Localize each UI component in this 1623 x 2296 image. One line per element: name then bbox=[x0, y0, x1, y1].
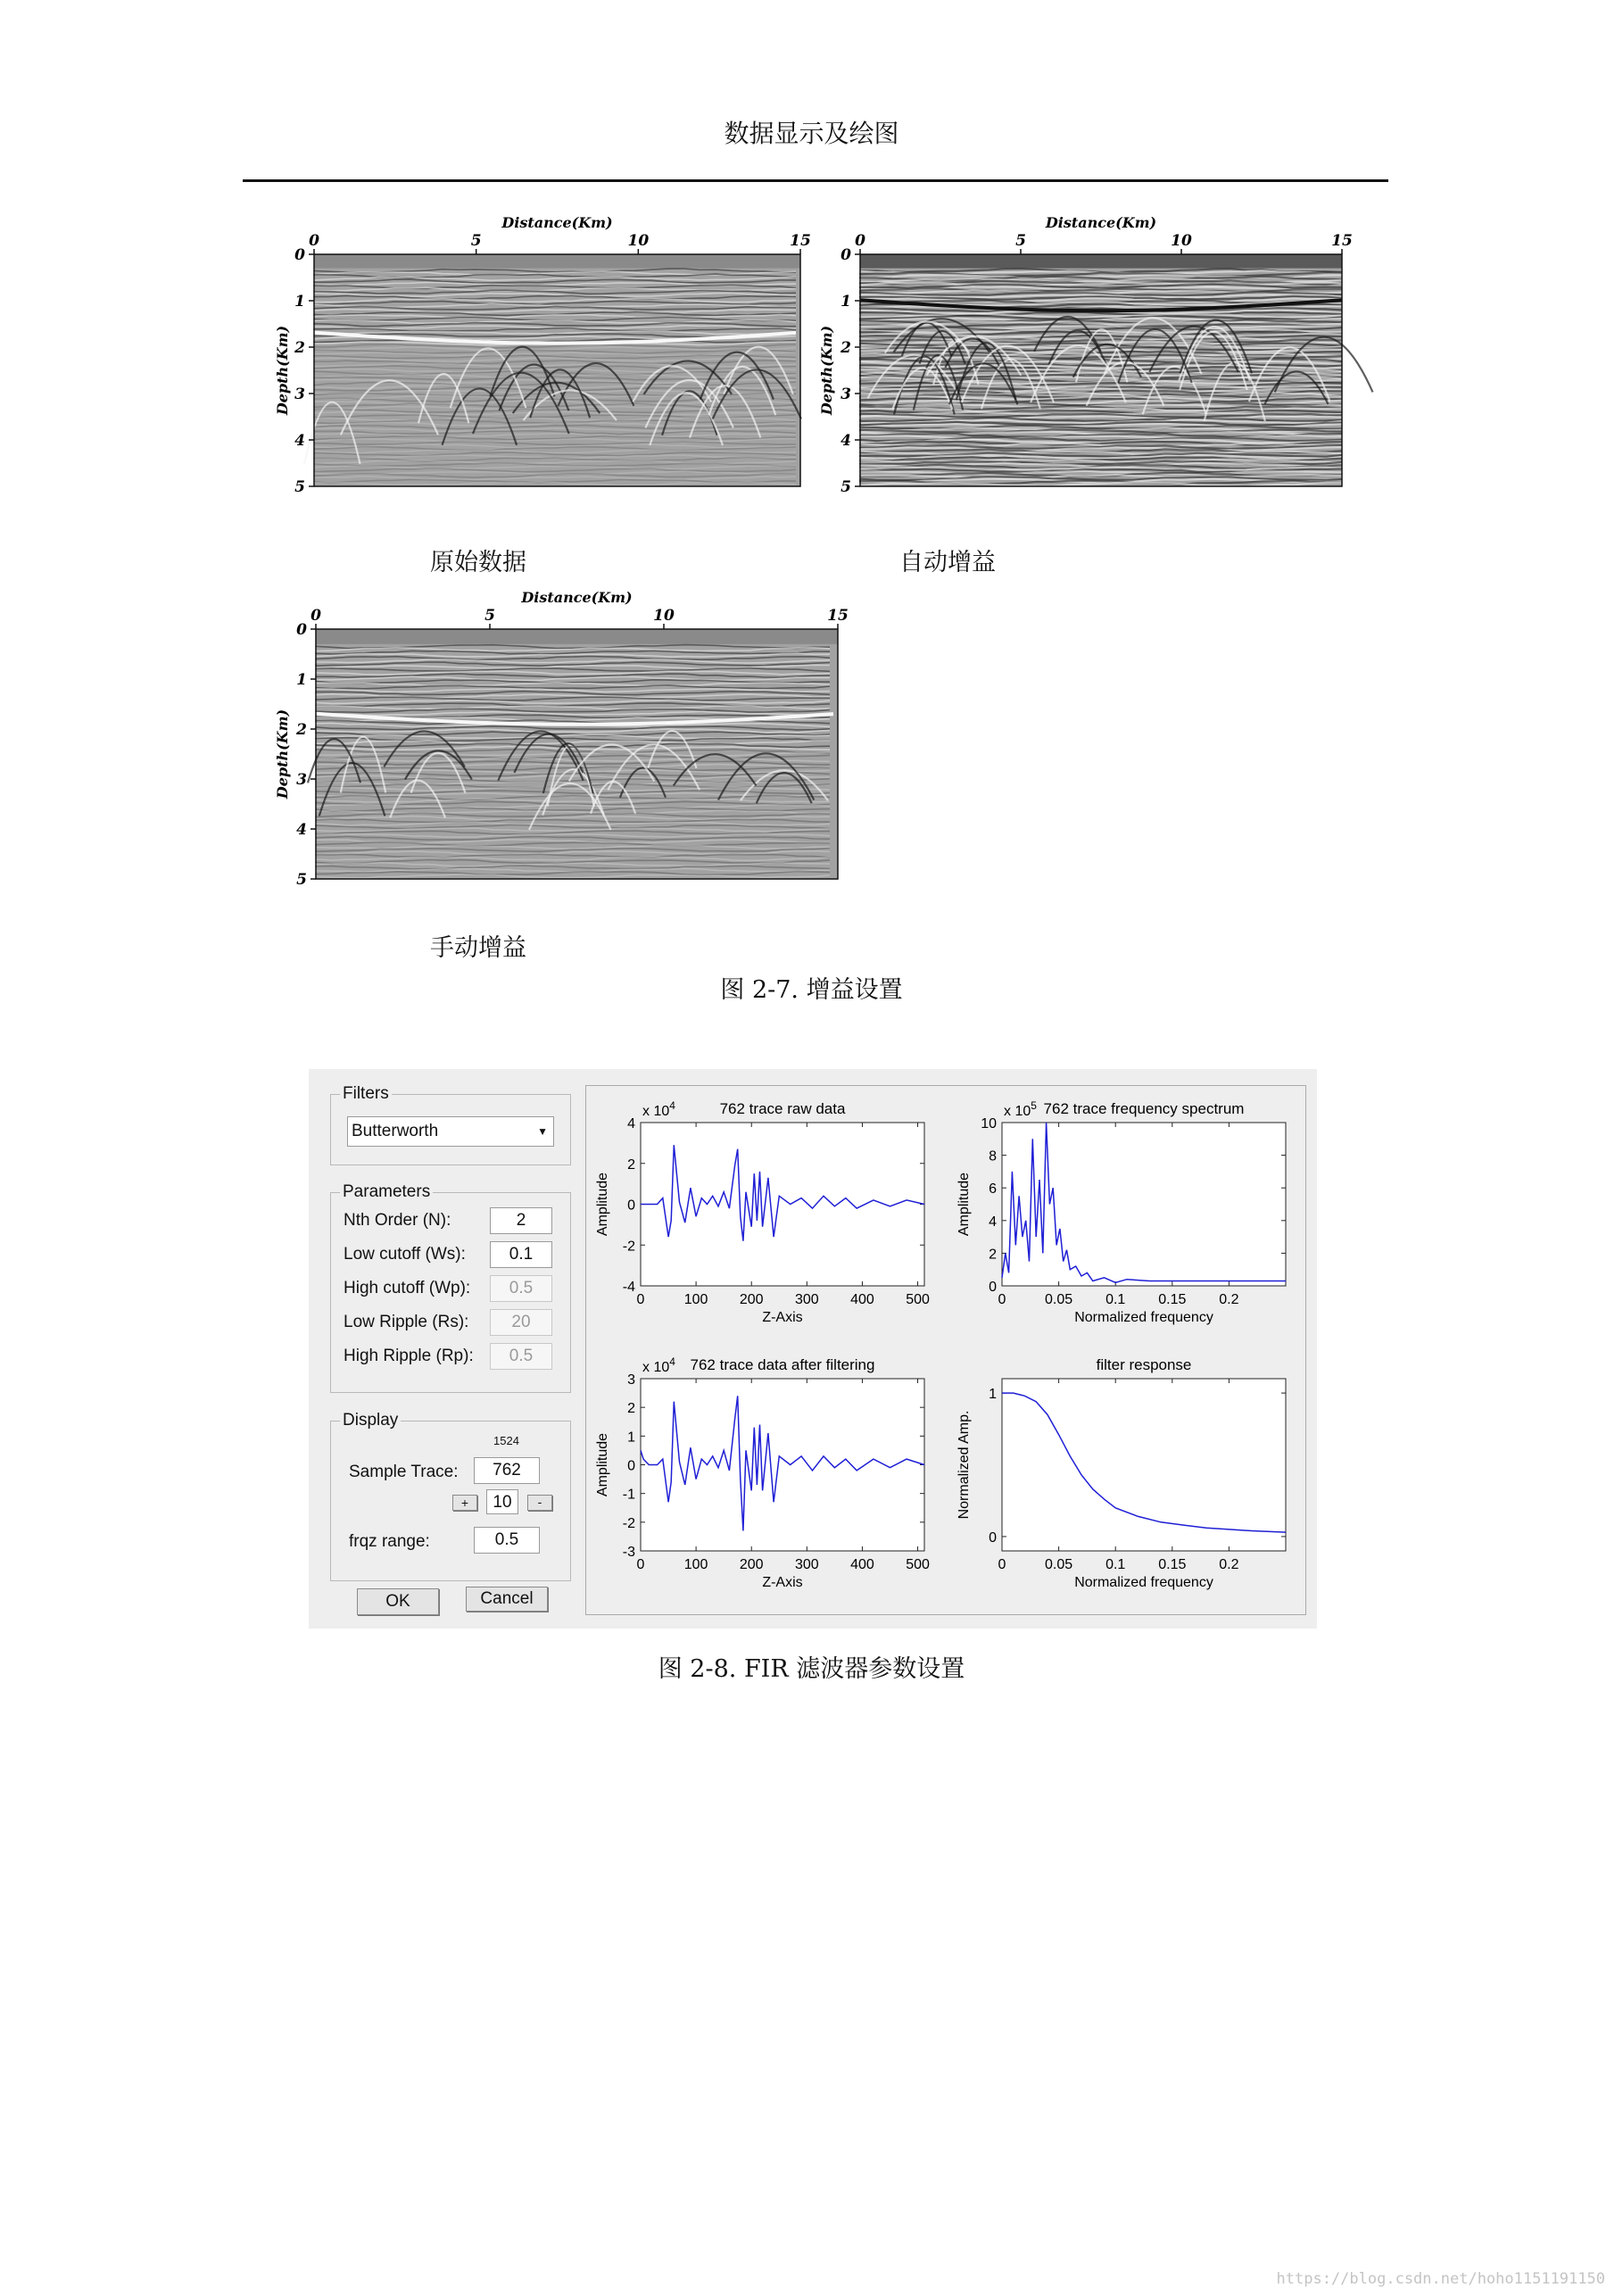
display-legend: Display bbox=[340, 1411, 401, 1430]
y-axis-label: Amplitude bbox=[956, 1172, 972, 1237]
y-tick-label: -2 bbox=[622, 1239, 635, 1255]
param-label-low-cutoff: Low cutoff (Ws): bbox=[344, 1245, 466, 1264]
y-tick-label: -3 bbox=[622, 1545, 635, 1560]
distance-axis-label: Distance(Km) bbox=[521, 589, 633, 606]
x-tick-label: 0.2 bbox=[1219, 1292, 1239, 1307]
seismic-image bbox=[304, 254, 801, 486]
axis-exponent: x $10^4$ bbox=[642, 1099, 675, 1119]
x-tick-label: 10 bbox=[1171, 232, 1192, 250]
y-tick-label: 0 bbox=[989, 1529, 997, 1546]
watermark: https://blog.csdn.net/hoho1151191150 bbox=[1276, 2270, 1605, 2288]
caption-manual-gain: 手动增益 bbox=[430, 934, 526, 962]
y-tick-label: 3 bbox=[840, 385, 851, 403]
x-tick-label: 15 bbox=[827, 607, 849, 625]
parameters-legend: Parameters bbox=[340, 1182, 433, 1202]
filter-type-select[interactable] bbox=[347, 1116, 554, 1147]
x-tick-label: 5 bbox=[1015, 232, 1026, 250]
y-tick-label: 4 bbox=[989, 1214, 997, 1230]
x-tick-label: 0.05 bbox=[1045, 1557, 1073, 1572]
filter-type-value: Butterworth bbox=[352, 1122, 439, 1140]
direct-arrival-band bbox=[316, 629, 838, 644]
x-tick-label: 0 bbox=[311, 607, 321, 625]
y-tick-label: -1 bbox=[622, 1487, 635, 1503]
seismic-image bbox=[860, 254, 1373, 486]
param-input-low-cutoff[interactable]: 0.1 bbox=[490, 1241, 552, 1268]
caption-raw-data: 原始数据 bbox=[430, 549, 526, 576]
y-axis-label: Amplitude bbox=[595, 1172, 610, 1237]
frqz-range-label: frqz range: bbox=[349, 1532, 430, 1551]
y-tick-label: 4 bbox=[296, 821, 307, 839]
param-label-order: Nth Order (N): bbox=[344, 1211, 451, 1230]
axis-exponent-power: 5 bbox=[1031, 1099, 1037, 1112]
x-tick-label: 400 bbox=[850, 1557, 874, 1572]
header-rule bbox=[243, 179, 1388, 182]
x-tick-label: 400 bbox=[850, 1292, 874, 1307]
seismic-image bbox=[308, 629, 838, 879]
depth-axis-label: Depth(Km) bbox=[818, 325, 835, 416]
cancel-button[interactable]: Cancel bbox=[466, 1587, 548, 1612]
chart-title: filter response bbox=[1096, 1356, 1192, 1373]
param-label-high-cutoff: High cutoff (Wp): bbox=[344, 1279, 471, 1297]
frqz-range-input[interactable]: 0.5 bbox=[474, 1527, 540, 1554]
x-tick-label: 10 bbox=[653, 607, 675, 625]
direct-arrival-band bbox=[314, 254, 800, 269]
seismic-panel-manual bbox=[268, 580, 857, 888]
y-tick-label: 0 bbox=[296, 621, 307, 639]
y-tick-label: 0 bbox=[840, 246, 851, 264]
y-tick-label: 0 bbox=[627, 1458, 635, 1474]
y-axis-label: Amplitude bbox=[595, 1432, 610, 1497]
y-tick-label: 10 bbox=[981, 1116, 997, 1131]
y-tick-label: 5 bbox=[296, 871, 307, 889]
decrement-button[interactable]: - bbox=[527, 1495, 552, 1511]
x-tick-label: 0.1 bbox=[1105, 1557, 1126, 1572]
y-tick-label: 5 bbox=[294, 478, 305, 496]
plot-area bbox=[641, 1379, 924, 1551]
param-input-low-ripple[interactable]: 20 bbox=[490, 1309, 552, 1336]
y-tick-label: -2 bbox=[622, 1515, 635, 1531]
x-tick-label: 0 bbox=[998, 1557, 1006, 1572]
chevron-down-icon[interactable]: ▼ bbox=[537, 1125, 548, 1138]
sample-trace-label: Sample Trace: bbox=[349, 1463, 459, 1481]
y-tick-label: 8 bbox=[989, 1148, 997, 1165]
depth-axis-label: Depth(Km) bbox=[274, 709, 291, 800]
distance-axis-label: Distance(Km) bbox=[1045, 214, 1157, 231]
y-tick-label: 1 bbox=[296, 671, 307, 689]
x-tick-label: 100 bbox=[683, 1557, 708, 1572]
param-label-high-ripple: High Ripple (Rp): bbox=[344, 1347, 474, 1365]
x-tick-label: 0.05 bbox=[1045, 1292, 1073, 1307]
x-axis-label: Z-Axis bbox=[762, 1310, 803, 1325]
ok-button[interactable]: OK bbox=[357, 1588, 439, 1615]
axis-exponent-power: 4 bbox=[669, 1355, 675, 1368]
x-tick-label: 0.2 bbox=[1219, 1557, 1239, 1572]
depth-axis-label: Depth(Km) bbox=[274, 325, 291, 416]
x-tick-label: 0.15 bbox=[1158, 1557, 1187, 1572]
max-trace-label: 1524 bbox=[493, 1434, 519, 1447]
page-header-title: 数据显示及绘图 bbox=[724, 119, 899, 148]
y-tick-label: 3 bbox=[627, 1372, 635, 1388]
direct-arrival-band bbox=[860, 254, 1342, 269]
display-group bbox=[330, 1411, 571, 1581]
y-tick-label: 1 bbox=[294, 293, 305, 311]
plot-area bbox=[1002, 1379, 1286, 1551]
x-tick-label: 0 bbox=[636, 1292, 645, 1307]
filtered-data-chart bbox=[585, 1341, 942, 1613]
filter-response-chart bbox=[947, 1341, 1304, 1613]
y-tick-label: 1 bbox=[989, 1387, 997, 1403]
param-input-order[interactable]: 2 bbox=[490, 1207, 552, 1234]
x-tick-label: 500 bbox=[906, 1292, 930, 1307]
x-tick-label: 200 bbox=[739, 1557, 764, 1572]
x-tick-label: 0.15 bbox=[1158, 1292, 1187, 1307]
x-tick-label: 0 bbox=[998, 1292, 1006, 1307]
y-tick-label: 0 bbox=[989, 1280, 997, 1295]
increment-button[interactable]: + bbox=[452, 1495, 477, 1511]
distance-axis-label: Distance(Km) bbox=[501, 214, 613, 231]
x-axis-label: Z-Axis bbox=[762, 1575, 803, 1590]
x-tick-label: 15 bbox=[1331, 232, 1353, 250]
plot-area bbox=[641, 1123, 924, 1286]
x-tick-label: 500 bbox=[906, 1557, 930, 1572]
x-tick-label: 0 bbox=[636, 1557, 645, 1572]
y-tick-label: 2 bbox=[627, 1401, 635, 1417]
seismic-panel-agc bbox=[812, 205, 1353, 500]
y-tick-label: 4 bbox=[627, 1116, 635, 1131]
frequency-spectrum-chart bbox=[947, 1085, 1304, 1348]
x-tick-label: 300 bbox=[794, 1292, 819, 1307]
x-tick-label: 300 bbox=[794, 1557, 819, 1572]
y-tick-label: 2 bbox=[294, 339, 305, 357]
x-tick-label: 100 bbox=[683, 1292, 708, 1307]
x-tick-label: 0 bbox=[855, 232, 865, 250]
axis-exponent: x $10^4$ bbox=[642, 1355, 675, 1375]
figure-2-7-caption: 图 2-7. 增益设置 bbox=[720, 976, 903, 1004]
y-tick-label: 2 bbox=[296, 721, 307, 739]
x-axis-label: Normalized frequency bbox=[1074, 1575, 1213, 1590]
y-tick-label: 5 bbox=[840, 478, 851, 496]
y-tick-label: 1 bbox=[627, 1430, 635, 1446]
y-axis-label: Normalized Amp. bbox=[956, 1410, 972, 1520]
y-tick-label: -4 bbox=[622, 1280, 635, 1295]
y-tick-label: 1 bbox=[840, 293, 851, 311]
x-tick-label: 0.1 bbox=[1105, 1292, 1126, 1307]
y-tick-label: 4 bbox=[840, 432, 851, 450]
axis-exponent-power: 4 bbox=[669, 1099, 675, 1112]
y-tick-label: 4 bbox=[294, 432, 305, 450]
step-input[interactable]: 10 bbox=[486, 1489, 518, 1514]
raw-data-chart bbox=[585, 1085, 942, 1348]
y-tick-label: 3 bbox=[294, 385, 305, 403]
axis-exponent: x $10^5$ bbox=[1004, 1099, 1037, 1119]
figure-2-8-caption: 图 2-8. FIR 滤波器参数设置 bbox=[658, 1655, 965, 1683]
filters-group bbox=[330, 1084, 571, 1165]
chart-title: 762 trace frequency spectrum bbox=[1043, 1100, 1245, 1117]
chart-title: 762 trace raw data bbox=[719, 1100, 846, 1117]
param-input-high-cutoff[interactable]: 0.5 bbox=[490, 1275, 552, 1302]
x-tick-label: 200 bbox=[739, 1292, 764, 1307]
x-tick-label: 5 bbox=[484, 607, 495, 625]
x-tick-label: 0 bbox=[309, 232, 319, 250]
filters-legend: Filters bbox=[340, 1084, 392, 1104]
y-tick-label: 2 bbox=[989, 1247, 997, 1263]
x-tick-label: 15 bbox=[790, 232, 811, 250]
y-tick-label: 2 bbox=[627, 1156, 635, 1173]
y-tick-label: 2 bbox=[840, 339, 851, 357]
seismic-panel-raw bbox=[268, 205, 821, 500]
sample-trace-input[interactable]: 762 bbox=[474, 1457, 540, 1484]
x-tick-label: 5 bbox=[470, 232, 482, 250]
param-input-high-ripple[interactable]: 0.5 bbox=[490, 1343, 552, 1370]
parameters-group bbox=[330, 1182, 571, 1393]
y-tick-label: 0 bbox=[294, 246, 305, 264]
y-tick-label: 3 bbox=[296, 771, 307, 789]
filter-settings-dialog bbox=[309, 1069, 1317, 1629]
y-tick-label: 6 bbox=[989, 1181, 997, 1198]
caption-auto-gain: 自动增益 bbox=[899, 549, 996, 576]
chart-title: 762 trace data after filtering bbox=[690, 1356, 875, 1373]
y-tick-label: 0 bbox=[627, 1198, 635, 1214]
x-axis-label: Normalized frequency bbox=[1074, 1310, 1213, 1325]
x-tick-label: 10 bbox=[627, 232, 650, 250]
param-label-low-ripple: Low Ripple (Rs): bbox=[344, 1313, 469, 1331]
